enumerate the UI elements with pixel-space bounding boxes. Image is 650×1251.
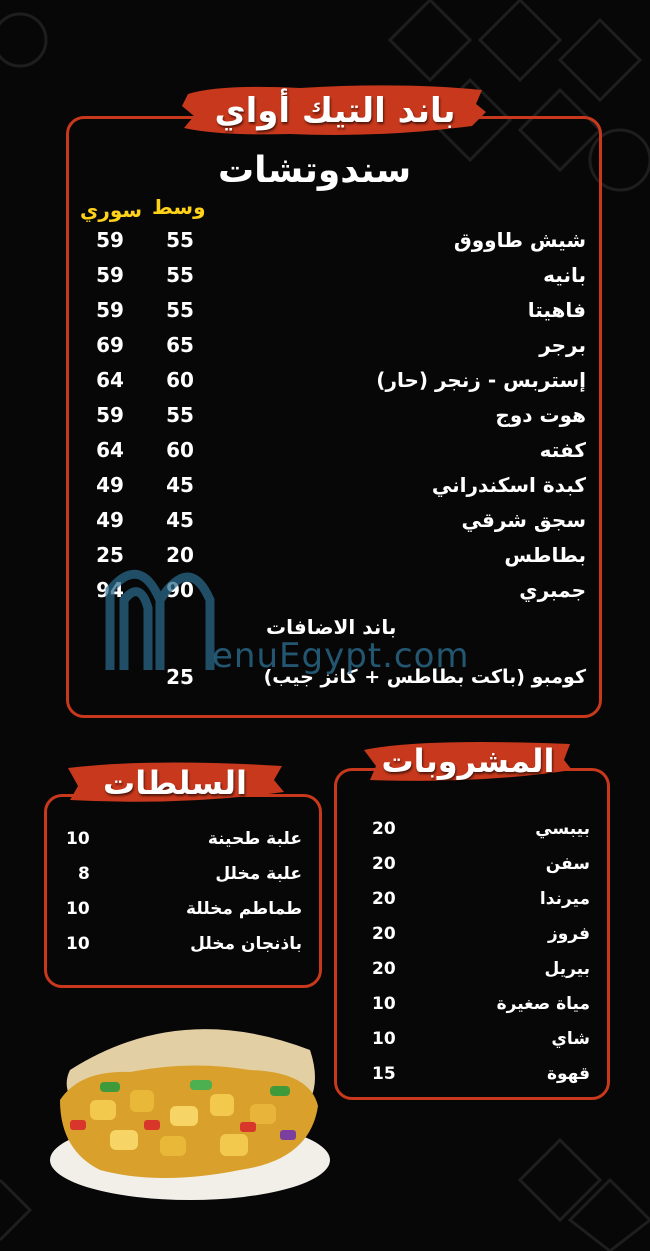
item-name: شاي <box>551 1029 590 1049</box>
drink-row <box>372 987 590 1022</box>
price-syrian: 94 <box>96 578 124 602</box>
item-price: 10 <box>66 899 90 919</box>
item-name: هوت دوج <box>495 403 586 427</box>
item-name: علبة طحينة <box>207 829 302 849</box>
menu-item-row <box>0 398 650 433</box>
salad-row <box>66 857 302 892</box>
price-medium: 65 <box>166 333 194 357</box>
item-name: إستربس - زنجر (حار) <box>376 368 586 392</box>
price-medium: 90 <box>166 578 194 602</box>
drinks-title-banner <box>360 736 576 786</box>
watermark-text: enuEgypt.com <box>212 636 470 676</box>
item-price: 25 <box>166 665 194 689</box>
item-price: 20 <box>372 889 396 909</box>
drink-row <box>372 1022 590 1057</box>
col-medium-heading: وسط <box>152 195 206 219</box>
item-name: بطاطس <box>504 543 586 567</box>
menu-item-row <box>0 468 650 503</box>
drink-row <box>372 882 590 917</box>
item-price: 20 <box>372 959 396 979</box>
sandwiches-title: سندوتشات <box>218 150 412 191</box>
item-name: كبدة اسكندراني <box>431 473 586 497</box>
item-name: بيريل <box>544 959 590 979</box>
shawarma-sandwich-photo <box>40 1010 330 1200</box>
menu-item-row <box>0 293 650 328</box>
price-syrian: 25 <box>96 543 124 567</box>
menu-item-row <box>0 258 650 293</box>
item-price: 20 <box>372 854 396 874</box>
menu-item-row <box>0 503 650 538</box>
price-syrian: 64 <box>96 368 124 392</box>
item-name: علبة مخلل <box>215 864 302 884</box>
price-medium: 55 <box>166 263 194 287</box>
item-name: جمبري <box>519 578 586 602</box>
price-medium: 45 <box>166 473 194 497</box>
price-syrian: 64 <box>96 438 124 462</box>
item-price: 10 <box>66 829 90 849</box>
restaurant-title-banner <box>180 82 490 140</box>
price-syrian: 59 <box>96 403 124 427</box>
item-name: سفن <box>545 854 590 874</box>
item-name: باذنجان مخلل <box>190 934 302 954</box>
price-syrian: 49 <box>96 473 124 497</box>
price-syrian: 59 <box>96 298 124 322</box>
price-medium: 45 <box>166 508 194 532</box>
extras-title: باند الاضافات <box>266 615 397 639</box>
salads-title: السلطات <box>103 764 247 802</box>
price-medium: 60 <box>166 368 194 392</box>
price-syrian: 69 <box>96 333 124 357</box>
menu-item-row <box>0 223 650 258</box>
drink-row <box>372 812 590 847</box>
drink-row <box>372 847 590 882</box>
item-name: بانيه <box>543 263 586 287</box>
item-price: 20 <box>372 819 396 839</box>
item-price: 15 <box>372 1064 396 1084</box>
item-price: 10 <box>372 1029 396 1049</box>
price-syrian: 59 <box>96 263 124 287</box>
item-name: طماطم مخللة <box>185 899 302 919</box>
price-medium: 55 <box>166 228 194 252</box>
item-name: قهوة <box>546 1064 590 1084</box>
drinks-title: المشروبات <box>381 742 555 780</box>
salad-row <box>66 822 302 857</box>
restaurant-title: باند التيك أواي <box>214 91 456 131</box>
salad-row <box>66 892 302 927</box>
price-medium: 55 <box>166 403 194 427</box>
salads-title-banner <box>62 758 288 808</box>
drink-row <box>372 917 590 952</box>
item-price: 8 <box>78 864 90 884</box>
menu-item-row <box>0 433 650 468</box>
item-price: 20 <box>372 924 396 944</box>
item-name: ميرندا <box>539 889 590 909</box>
price-syrian: 59 <box>96 228 124 252</box>
drink-row <box>372 1057 590 1092</box>
col-syrian-heading: سوري <box>80 198 143 222</box>
item-name: سجق شرقي <box>461 508 586 532</box>
price-medium: 20 <box>166 543 194 567</box>
item-name: فاهيتا <box>527 298 586 322</box>
item-name: شيش طاووق <box>453 228 586 252</box>
item-name: كومبو (باكت بطاطس + كانز جيب) <box>263 666 586 688</box>
drink-row <box>372 952 590 987</box>
item-name: كفته <box>539 438 586 462</box>
item-name: مياة صغيرة <box>496 994 590 1014</box>
price-medium: 60 <box>166 438 194 462</box>
salad-row <box>66 927 302 962</box>
item-price: 10 <box>66 934 90 954</box>
price-medium: 55 <box>166 298 194 322</box>
item-name: فروز <box>547 924 590 944</box>
item-name: برجر <box>539 333 586 357</box>
item-price: 10 <box>372 994 396 1014</box>
menu-item-row <box>0 328 650 363</box>
item-name: بيبسي <box>535 819 590 839</box>
price-syrian: 49 <box>96 508 124 532</box>
menu-item-row <box>0 363 650 398</box>
